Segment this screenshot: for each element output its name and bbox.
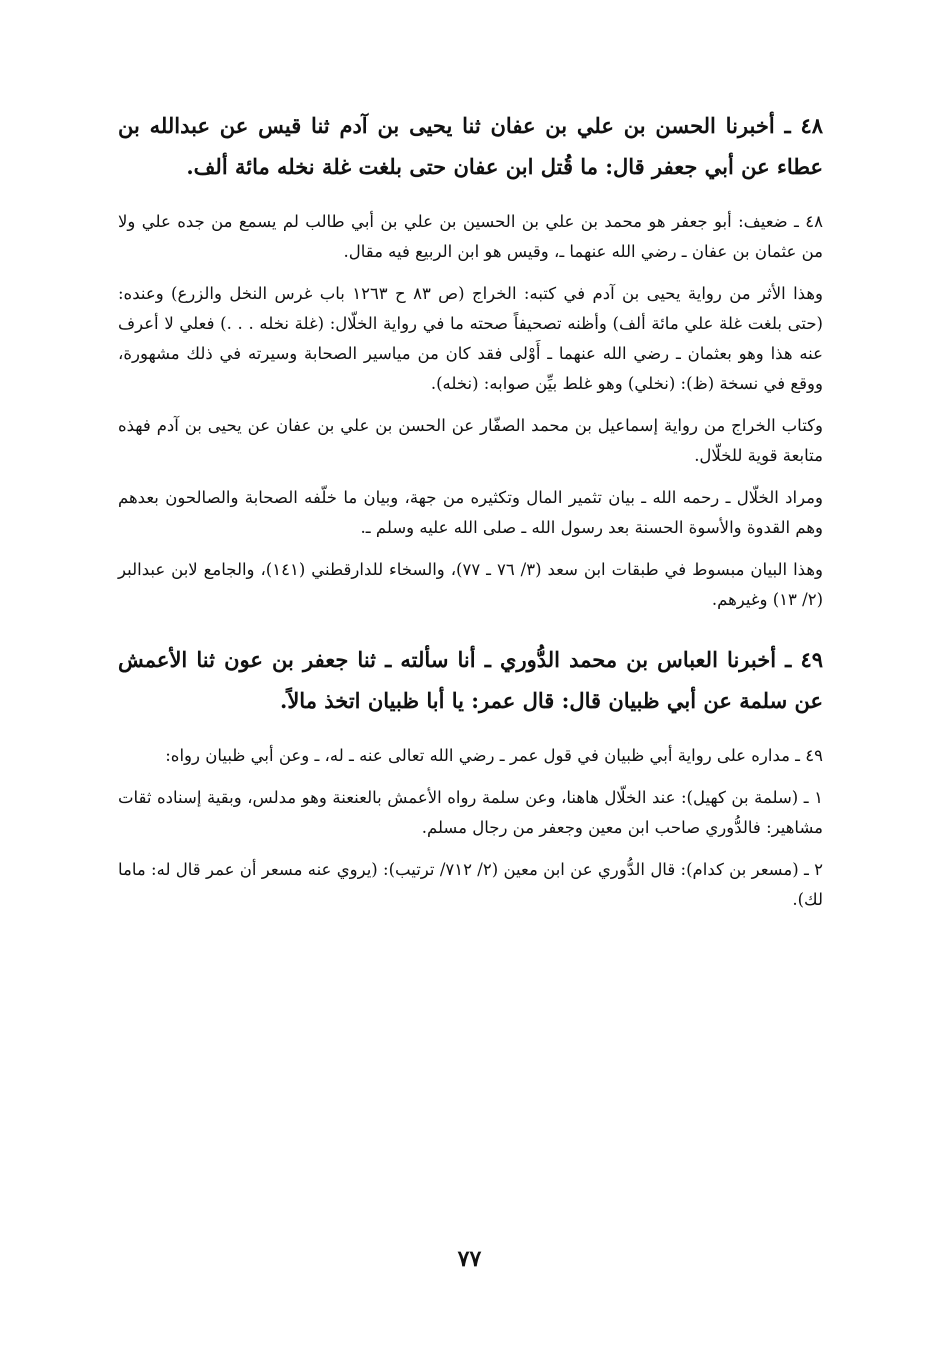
hadith-49: ٤٩ ـ أخبرنا العباس بن محمد الدُّوري ـ أنا سألته ـ ثنا جعفر بن عون ثنا الأعمش عن سلمة عن أبي ظبيان قال: قال عمر: يا أبا ظبيان اتخذ مالاً. (118, 647, 823, 713)
hadith-48: ٤٨ ـ أخبرنا الحسن بن علي بن عفان ثنا يحيى بن آدم ثنا قيس عن عبدالله بن عطاء عن أبي جعفر قال: ما قُتل ابن عفان حتى بلغت غلة نخله مائة ألف. (118, 113, 823, 179)
book-page (118, 100, 823, 1340)
commentary-48-grading: ٤٨ ـ ضعيف: أبو جعفر هو محمد بن علي بن الحسين بن علي بن أبي طالب لم يسمع من جده علي ولا من عثمان بن عفان ـ رضي الله عنهما ـ، وقيس هو ابن الربيع فيه مقال. (118, 212, 823, 261)
commentary-48-kharaj: وكتاب الخراج من رواية إسماعيل بن محمد الصفّار عن الحسن بن علي بن عفان عن يحيى بن آدم فهذه متابعة قوية للخلّال. (118, 416, 823, 465)
commentary-48-references: وهذا البيان مبسوط في طبقات ابن سعد (٣/ ٧٦ ـ ٧٧)، والسخاء للدارقطني (١٤١)، والجامع لابن عبدالبر (٢/ ١٣) وغيرهم. (118, 560, 823, 609)
page-number: ٧٧ (457, 1246, 482, 1272)
commentary-49-salama: ١ ـ (سلمة بن كهيل): عند الخلّال هاهنا، وعن سلمة رواه الأعمش بالعنعنة وهو مدلس، وبقية إسناده ثقات مشاهير: فالدُّوري صاحب ابن معين وجعفر من رجال مسلم. (118, 788, 823, 837)
commentary-48-source: وهذا الأثر من رواية يحيى بن آدم في كتبه: الخراج (ص ٨٣ ح ١٢٦٣ باب غرس النخل والزرع) وعنده: (حتى بلغت غلة علي مائة ألف) وأظنه تصحيفاً صحته ما في رواية الخلّال: (غلة نخله . . .) فعلي لا أعرف عنه هذا وهو بعثمان ـ رضي الله عنهما ـ أَوْلى فقد كان من مياسير الصحابة وسيرته في ذلك مشهورة، ووقع في نسخة (ظ): (نخلي) وهو غلط بيِّن صوابه: (نخله). (118, 284, 823, 393)
commentary-48-purpose: ومراد الخلّال ـ رحمه الله ـ بيان تثمير المال وتكثيره من جهة، وبيان ما خلّفه الصحابة والصالحون بعدهم وهم القدوة والأسوة الحسنة بعد رسول الله ـ صلى الله عليه وسلم ـ. (118, 488, 823, 537)
commentary-49-intro: ٤٩ ـ مداره على رواية أبي ظبيان في قول عمر ـ رضي الله تعالى عنه ـ له، ـ وعن أبي ظبيان رواه: (165, 746, 823, 765)
commentary-49-misar: ٢ ـ (مسعر بن كدام): قال الدُّوري عن ابن معين (٢/ ٧١٢/ ترتيب): (يروي عنه مسعر أن عمر قال له: ماما لك). (118, 860, 824, 909)
